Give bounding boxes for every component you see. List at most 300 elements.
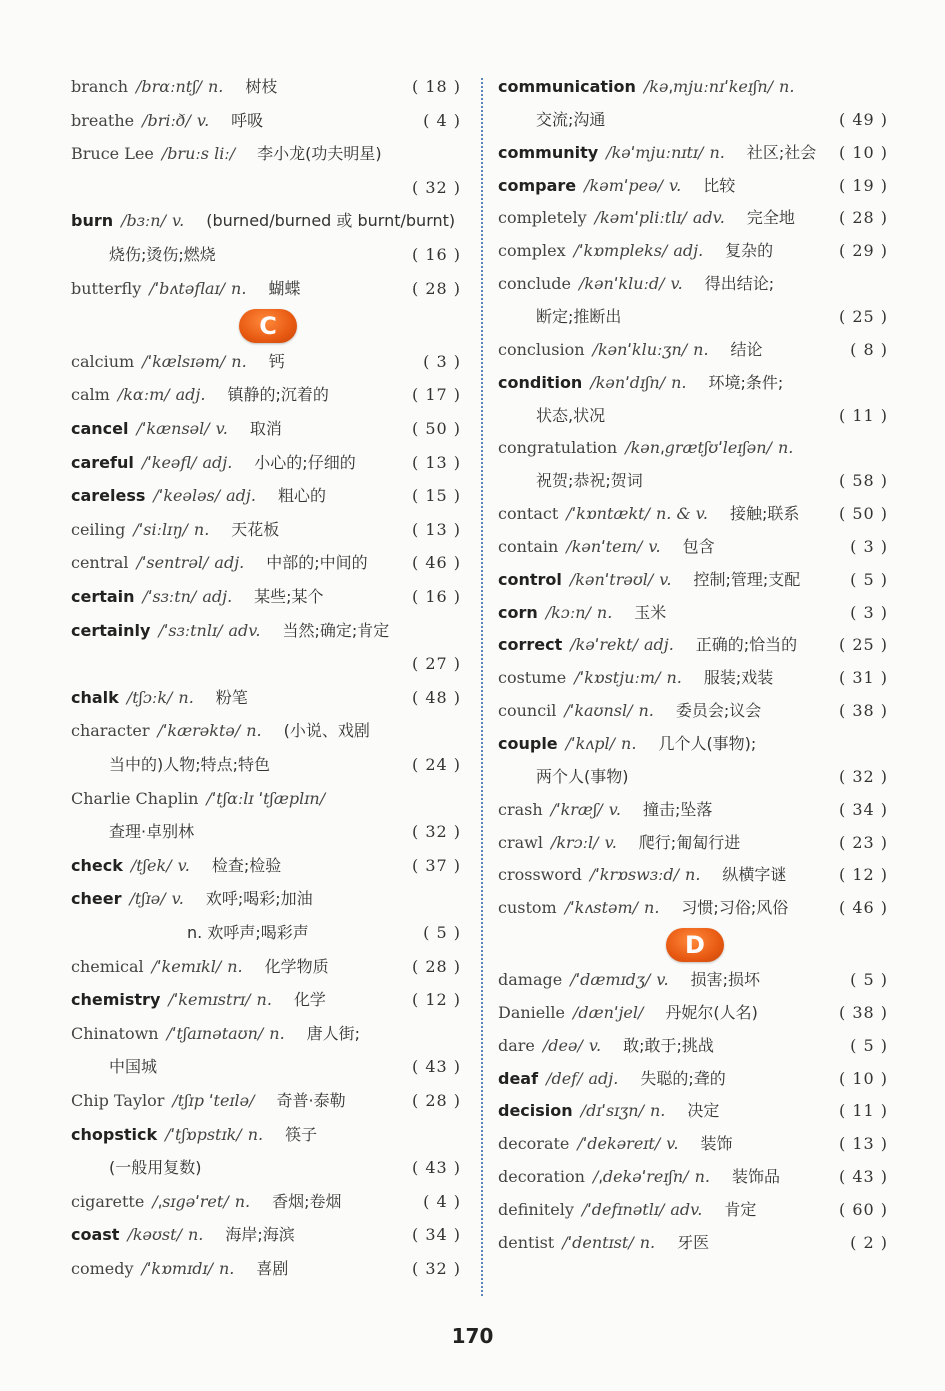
entry-word: complex bbox=[498, 241, 566, 261]
entry-word: chopstick bbox=[71, 1124, 158, 1144]
entry-word: ceiling bbox=[71, 519, 126, 539]
section-letter-D: D bbox=[666, 928, 724, 962]
entry-pos: v. bbox=[666, 1134, 679, 1154]
entry-row bbox=[498, 171, 888, 201]
entry-row bbox=[498, 532, 888, 562]
entry-definition: 香烟;卷烟 bbox=[272, 1191, 342, 1211]
entry-word: custom bbox=[498, 898, 557, 918]
entry-pos: v. bbox=[171, 211, 185, 231]
entry-continuation bbox=[71, 1052, 461, 1082]
entry-unit: ( 38 ) bbox=[838, 701, 888, 721]
entry-row bbox=[71, 582, 461, 612]
entry-phonetic: /ˈkɒntækt/ bbox=[566, 504, 650, 524]
entry-phonetic: /ˈsentrəl/ bbox=[136, 553, 209, 573]
entry-word: Chinatown bbox=[71, 1023, 159, 1043]
entry-unit: ( 28 ) bbox=[838, 208, 888, 228]
entry-phonetic: /bɜːn/ bbox=[121, 211, 166, 231]
entry-phonetic: /ˈkɒmpleks/ bbox=[573, 241, 668, 261]
entry-unit: ( 25 ) bbox=[838, 635, 888, 655]
entry-unit: ( 11 ) bbox=[838, 1101, 888, 1121]
entry-continuation bbox=[71, 649, 461, 679]
entry-phonetic: /kəˈrekt/ bbox=[570, 635, 638, 655]
entry-row bbox=[71, 274, 461, 304]
entry-definition: 装饰品 bbox=[731, 1167, 780, 1187]
entry-phonetic: /tʃɪp ˈteɪlə/ bbox=[172, 1091, 255, 1110]
entry-definition: (burned/burned 或 burnt/burnt) bbox=[206, 211, 456, 231]
entry-unit: ( 8 ) bbox=[850, 339, 888, 359]
entry-definition: 树枝 bbox=[245, 77, 278, 96]
entry-pos: n. bbox=[638, 701, 654, 721]
entry-word: character bbox=[71, 721, 150, 741]
entry-continuation bbox=[498, 466, 888, 496]
entry-row bbox=[71, 347, 461, 377]
entry-definition: 李小龙(功夫明星) bbox=[257, 144, 382, 164]
entry-row bbox=[71, 206, 461, 236]
entry-continuation bbox=[71, 240, 461, 270]
entry-word: coast bbox=[71, 1225, 120, 1245]
entry-phonetic: /ˈkrɒswɜːd/ bbox=[589, 865, 680, 885]
entry-phonetic: /kəmˈpeə/ bbox=[584, 175, 663, 195]
entry-pos: n. bbox=[596, 602, 613, 622]
entry-phonetic: /kənˌgrætʃʊˈleɪʃən/ bbox=[625, 438, 772, 458]
entry-row bbox=[71, 1254, 461, 1284]
entry-word: comedy bbox=[71, 1259, 134, 1278]
entry-phonetic: /tʃɪə/ bbox=[129, 889, 166, 909]
entry-continuation bbox=[498, 105, 888, 135]
entry-phonetic: /deə/ bbox=[542, 1035, 583, 1055]
entry-unit: ( 13 ) bbox=[411, 519, 461, 539]
entry-phonetic: /ˈkælsɪəm/ bbox=[142, 351, 226, 371]
entry-word: butterfly bbox=[71, 278, 142, 298]
entry-phonetic: /ˈdefɪnətlɪ/ bbox=[581, 1199, 665, 1219]
entry-definition-cont: n. 欢呼声;喝彩声 bbox=[187, 923, 309, 942]
entry-row bbox=[71, 414, 461, 444]
entry-row bbox=[71, 481, 461, 511]
entry-pos: n. bbox=[231, 351, 247, 371]
entry-pos: v. bbox=[608, 799, 621, 819]
entry-unit: ( 28 ) bbox=[411, 278, 461, 298]
entry-phonetic: /ˈsɜːtn/ bbox=[142, 587, 197, 606]
entry-pos: n. bbox=[650, 1101, 666, 1121]
entry-definition: 化学 bbox=[293, 990, 326, 1010]
entry-pos: v. bbox=[215, 419, 228, 438]
entry-unit: ( 60 ) bbox=[838, 1199, 888, 1219]
entry-definition: 镇静的;沉着的 bbox=[227, 385, 329, 405]
entry-definition: 钙 bbox=[268, 351, 285, 371]
entry-definition: 粉笔 bbox=[215, 687, 248, 707]
entry-unit: ( 2 ) bbox=[850, 1232, 888, 1252]
entry-unit: ( 25 ) bbox=[838, 306, 888, 326]
entry-definition: 天花板 bbox=[231, 519, 280, 539]
entry-definition: 某些;某个 bbox=[254, 587, 324, 606]
entry-phonetic: /ˈkeələs/ bbox=[153, 486, 221, 506]
entry-definition: 筷子 bbox=[285, 1124, 318, 1144]
entry-unit: ( 13 ) bbox=[411, 452, 461, 472]
entry-row bbox=[71, 106, 461, 136]
entry-pos: v. bbox=[670, 274, 683, 294]
entry-word: definitely bbox=[498, 1199, 574, 1219]
entry-unit: ( 43 ) bbox=[411, 1057, 461, 1077]
entry-phonetic: /kənˈtrəʊl/ bbox=[569, 569, 654, 589]
entry-pos: v. bbox=[588, 1035, 602, 1055]
entry-pos: n. bbox=[231, 278, 247, 298]
entry-phonetic: /dɪˈsɪʒn/ bbox=[580, 1101, 644, 1121]
entry-unit: ( 24 ) bbox=[411, 755, 461, 774]
entry-definition: 小心的;仔细的 bbox=[254, 452, 356, 472]
entry-continuation bbox=[71, 1153, 461, 1183]
entry-definition: 蝴蝶 bbox=[268, 278, 301, 298]
section-letter-C: C bbox=[239, 309, 297, 343]
entry-pos: n. bbox=[246, 721, 262, 741]
entry-unit: ( 27 ) bbox=[411, 654, 461, 674]
entry-definition: 复杂的 bbox=[725, 241, 774, 261]
entry-row bbox=[498, 1195, 888, 1225]
entry-word: certain bbox=[71, 587, 135, 606]
entry-unit: ( 12 ) bbox=[411, 990, 461, 1010]
entry-phonetic: /ˈkeəfl/ bbox=[141, 452, 197, 472]
entry-phonetic: /ˈbʌtəflaɪ/ bbox=[149, 278, 226, 298]
entry-continuation bbox=[71, 750, 461, 780]
entry-phonetic: /ˈkʌpl/ bbox=[565, 734, 616, 753]
entry-definition: 牙医 bbox=[677, 1232, 710, 1252]
entry-definition-cont: 状态,状况 bbox=[536, 405, 606, 425]
entry-unit: ( 5 ) bbox=[850, 1035, 888, 1055]
entry-unit: ( 58 ) bbox=[838, 471, 888, 491]
entry-word: correct bbox=[498, 635, 563, 655]
entry-definition: 奇普·泰勒 bbox=[276, 1091, 346, 1110]
entry-phonetic: /tʃek/ bbox=[130, 855, 172, 875]
entry-pos: adv. bbox=[692, 208, 725, 228]
entry-definition: 检查;检验 bbox=[211, 855, 282, 875]
entry-definition-cont: 断定;推断出 bbox=[536, 306, 622, 326]
entry-unit: ( 5 ) bbox=[423, 923, 461, 942]
entry-continuation bbox=[498, 401, 888, 431]
entry-word: chemical bbox=[71, 956, 144, 976]
entry-phonetic: /ˈtʃɒpstɪk/ bbox=[165, 1124, 242, 1144]
entry-unit: ( 10 ) bbox=[838, 1068, 888, 1088]
entry-row bbox=[498, 138, 888, 168]
entry-word: conclude bbox=[498, 274, 571, 294]
entry-definition: 喜剧 bbox=[256, 1259, 289, 1278]
entry-unit: ( 5 ) bbox=[850, 569, 888, 589]
entry-row bbox=[498, 433, 888, 463]
entry-phonetic: /kənˈkluːd/ bbox=[579, 274, 665, 294]
entry-row bbox=[71, 1187, 461, 1217]
entry-phonetic: /ˈtʃɑːlɪ ˈtʃæplɪn/ bbox=[206, 788, 326, 808]
entry-unit: ( 3 ) bbox=[850, 536, 888, 556]
entry-pos: n. bbox=[269, 1023, 285, 1043]
entry-definition: 丹妮尔(人名) bbox=[665, 1002, 758, 1022]
entry-pos: adv. bbox=[228, 620, 261, 640]
entry-word: chalk bbox=[71, 687, 119, 707]
entry-word: central bbox=[71, 553, 129, 573]
entry-pos: n. bbox=[671, 372, 687, 392]
entry-continuation bbox=[498, 762, 888, 792]
entry-word: breathe bbox=[71, 110, 135, 130]
entry-unit: ( 38 ) bbox=[838, 1002, 888, 1022]
entry-phonetic: /ˈsiːlɪŋ/ bbox=[133, 519, 188, 539]
entry-unit: ( 5 ) bbox=[850, 969, 888, 989]
entry-word: check bbox=[71, 855, 123, 875]
entry-phonetic: /ˈkænsəl/ bbox=[136, 419, 210, 438]
entry-word: crossword bbox=[498, 865, 582, 885]
entry-word: decorate bbox=[498, 1134, 570, 1154]
entry-definition: 失聪的;聋的 bbox=[640, 1068, 726, 1088]
entry-pos: adj. bbox=[643, 635, 674, 655]
entry-pos: n. bbox=[247, 1124, 264, 1144]
entry-word: condition bbox=[498, 372, 583, 392]
entry-word: communication bbox=[498, 77, 636, 96]
entry-pos: n. bbox=[187, 1225, 204, 1245]
entry-row bbox=[498, 663, 888, 693]
entry-definition-cont: 查理·卓别林 bbox=[109, 822, 195, 842]
entry-pos: adj. bbox=[175, 385, 206, 405]
entry-pos: n. bbox=[779, 77, 795, 96]
entry-unit: ( 18 ) bbox=[411, 77, 461, 96]
entry-pos: v. bbox=[196, 110, 210, 130]
entry-unit: ( 3 ) bbox=[850, 602, 888, 622]
entry-pos: adj. bbox=[214, 553, 245, 573]
entry-row bbox=[498, 998, 888, 1028]
entry-word: dentist bbox=[498, 1232, 555, 1252]
entry-row bbox=[498, 828, 888, 858]
entry-word: careful bbox=[71, 452, 134, 472]
entry-pos: adj. bbox=[202, 587, 233, 606]
entry-definition: 化学物质 bbox=[264, 956, 329, 976]
entry-phonetic: /bruːs liː/ bbox=[161, 144, 236, 164]
entry-definition: 粗心的 bbox=[277, 486, 326, 506]
entry-row bbox=[71, 72, 461, 102]
entry-row bbox=[71, 139, 461, 169]
entry-unit: ( 17 ) bbox=[411, 385, 461, 405]
entry-word: crawl bbox=[498, 832, 543, 852]
entry-row bbox=[498, 893, 888, 923]
entry-word: Charlie Chaplin bbox=[71, 788, 199, 808]
entry-definition: 完全地 bbox=[746, 208, 795, 228]
entry-unit: ( 50 ) bbox=[411, 419, 461, 438]
entry-continuation bbox=[498, 302, 888, 332]
entry-definition: 装饰 bbox=[700, 1134, 733, 1154]
entry-definition: 玉米 bbox=[634, 602, 667, 622]
entry-unit: ( 12 ) bbox=[838, 865, 888, 885]
entry-row bbox=[498, 1064, 888, 1094]
entry-phonetic: /kəˌmjuːnɪˈkeɪʃn/ bbox=[643, 77, 774, 96]
entry-pos: n. bbox=[693, 339, 709, 359]
entry-pos: n. bbox=[621, 734, 637, 753]
entry-pos: adj. bbox=[673, 241, 704, 261]
entry-definition: 当然;确定;肯定 bbox=[282, 620, 390, 640]
entry-definition-cont: (一般用复数) bbox=[109, 1158, 202, 1178]
entry-unit: ( 16 ) bbox=[411, 587, 461, 606]
entry-row bbox=[71, 985, 461, 1015]
entry-pos: v. bbox=[177, 855, 190, 875]
entry-unit: ( 46 ) bbox=[411, 553, 461, 573]
entry-definition-cont: 烧伤;烫伤;燃烧 bbox=[109, 245, 216, 264]
entry-unit: ( 32 ) bbox=[411, 1259, 461, 1278]
entry-word: compare bbox=[498, 175, 577, 195]
entry-definition: 损害;损坏 bbox=[690, 969, 760, 989]
entry-definition: 几个人(事物); bbox=[658, 734, 757, 753]
entry-pos: n. bbox=[709, 142, 725, 162]
entry-phonetic: /ˈkɒmɪdɪ/ bbox=[141, 1259, 213, 1278]
page-number: 170 bbox=[451, 1324, 494, 1348]
entry-row bbox=[498, 598, 888, 628]
entry-definition: 撞击;坠落 bbox=[642, 799, 713, 819]
entry-word: contact bbox=[498, 504, 559, 524]
entry-definition: 控制;管理;支配 bbox=[693, 569, 801, 589]
entry-pos: n. bbox=[685, 865, 701, 885]
entry-row bbox=[71, 1086, 461, 1116]
entry-word: completely bbox=[498, 208, 587, 228]
entry-phonetic: /kənˈkluːʒn/ bbox=[592, 339, 688, 359]
entry-definition: 社区;社会 bbox=[746, 142, 817, 162]
entry-word: community bbox=[498, 142, 599, 162]
entry-row bbox=[498, 630, 888, 660]
entry-pos: n. bbox=[666, 668, 682, 688]
entry-word: Chip Taylor bbox=[71, 1091, 165, 1110]
entry-phonetic: /ˈkemɪstrɪ/ bbox=[168, 990, 251, 1010]
entry-unit: ( 11 ) bbox=[838, 405, 888, 425]
entry-word: branch bbox=[71, 77, 128, 96]
entry-row bbox=[71, 1019, 461, 1049]
entry-row bbox=[71, 448, 461, 478]
entry-word: cigarette bbox=[71, 1191, 145, 1211]
entry-unit: ( 43 ) bbox=[838, 1167, 888, 1187]
entry-word: dare bbox=[498, 1035, 535, 1055]
entry-pos: n. bbox=[218, 1259, 235, 1278]
entry-pos: n. bbox=[207, 77, 224, 96]
entry-unit: ( 28 ) bbox=[411, 1091, 461, 1110]
entry-phonetic: /kɑːm/ bbox=[117, 385, 170, 405]
entry-phonetic: /tʃɔːk/ bbox=[126, 687, 173, 707]
entry-definition: 取消 bbox=[249, 419, 282, 438]
entry-row bbox=[71, 884, 461, 914]
entry-unit: ( 32 ) bbox=[411, 822, 461, 842]
entry-phonetic: /ˈkɒstjuːm/ bbox=[574, 668, 661, 688]
entry-row bbox=[498, 1162, 888, 1192]
entry-word: couple bbox=[498, 734, 558, 753]
entry-row bbox=[498, 1228, 888, 1258]
entry-definition: 中部的;中间的 bbox=[266, 553, 368, 573]
entry-definition-cont: 当中的)人物;特点;特色 bbox=[109, 755, 271, 774]
entry-definition: (小说、戏剧 bbox=[283, 721, 370, 741]
entry-unit: ( 32 ) bbox=[838, 766, 888, 786]
entry-word: costume bbox=[498, 668, 567, 688]
entry-word: control bbox=[498, 569, 562, 589]
entry-definition-cont: 两个人(事物) bbox=[536, 766, 629, 786]
entry-pos: n. bbox=[639, 1232, 656, 1252]
entry-row bbox=[498, 729, 888, 759]
entry-definition: 呼吸 bbox=[231, 110, 264, 130]
entry-definition: 委员会;议会 bbox=[675, 701, 762, 721]
entry-pos: adj. bbox=[226, 486, 256, 506]
entry-definition: 肯定 bbox=[724, 1199, 757, 1219]
entry-definition: 习惯;习俗;风俗 bbox=[681, 898, 789, 918]
entry-phonetic: /kənˈdɪʃn/ bbox=[590, 372, 666, 392]
entry-definition: 比较 bbox=[703, 175, 736, 195]
entry-unit: ( 15 ) bbox=[411, 486, 461, 506]
entry-row bbox=[498, 72, 888, 102]
entry-row bbox=[498, 696, 888, 726]
entry-word: chemistry bbox=[71, 990, 161, 1010]
entry-continuation bbox=[71, 817, 461, 847]
entry-phonetic: /ˈdekəreɪt/ bbox=[577, 1134, 661, 1154]
entry-phonetic: /kəʊst/ bbox=[127, 1225, 182, 1245]
entry-definition: 得出结论; bbox=[704, 274, 775, 294]
entry-unit: ( 43 ) bbox=[411, 1158, 461, 1178]
entry-unit: ( 23 ) bbox=[838, 832, 888, 852]
entry-row bbox=[498, 368, 888, 398]
entry-word: decision bbox=[498, 1101, 573, 1121]
entry-word: council bbox=[498, 701, 557, 721]
entry-row bbox=[71, 380, 461, 410]
entry-row bbox=[498, 236, 888, 266]
entry-pos: v. bbox=[656, 969, 669, 989]
entry-pos: n. bbox=[694, 1167, 710, 1187]
entry-definition: 海岸;海滨 bbox=[225, 1225, 295, 1245]
entry-phonetic: /ˈtʃaɪnətaʊn/ bbox=[166, 1023, 264, 1043]
entry-phonetic: /kəˈmjuːnɪtɪ/ bbox=[606, 142, 704, 162]
entry-pos: v. bbox=[659, 569, 672, 589]
entry-row bbox=[498, 499, 888, 529]
entry-row bbox=[498, 860, 888, 890]
entry-pos: v. bbox=[668, 175, 682, 195]
entry-pos: n. bbox=[777, 438, 794, 458]
entry-phonetic: /ˈkærəktə/ bbox=[157, 721, 241, 741]
entry-pos: v. bbox=[648, 536, 661, 556]
entry-definition: 正确的;恰当的 bbox=[695, 635, 798, 655]
entry-unit: ( 10 ) bbox=[838, 142, 888, 162]
entry-definition: 包含 bbox=[682, 536, 715, 556]
entry-pos: n. bbox=[256, 990, 272, 1010]
entry-pos: v. bbox=[604, 832, 617, 852]
entry-definition-cont: 中国城 bbox=[109, 1057, 158, 1077]
entry-definition: 决定 bbox=[687, 1101, 720, 1121]
entry-row bbox=[71, 616, 461, 646]
entry-pos: n. bbox=[234, 1191, 251, 1211]
entry-phonetic: /kənˈteɪn/ bbox=[566, 536, 643, 556]
column-divider bbox=[481, 78, 483, 1296]
entry-definition: 结论 bbox=[730, 339, 763, 359]
entry-pos: v. bbox=[171, 889, 184, 909]
entry-definition: 服装;戏装 bbox=[703, 668, 774, 688]
entry-row bbox=[498, 203, 888, 233]
entry-definition: 敢;敢于;挑战 bbox=[623, 1035, 714, 1055]
entry-row bbox=[71, 1220, 461, 1250]
entry-unit: ( 48 ) bbox=[411, 687, 461, 707]
entry-unit: ( 50 ) bbox=[838, 504, 888, 524]
entry-definition: 爬行;匍匐行进 bbox=[638, 832, 741, 852]
entry-word: crash bbox=[498, 799, 543, 819]
entry-word: decoration bbox=[498, 1167, 585, 1187]
entry-row bbox=[498, 795, 888, 825]
entry-phonetic: /brɑːntʃ/ bbox=[136, 77, 202, 96]
entry-unit: ( 31 ) bbox=[838, 668, 888, 688]
entry-phonetic: /def/ bbox=[546, 1068, 583, 1088]
entry-word: deaf bbox=[498, 1068, 539, 1088]
entry-pos: adv. bbox=[670, 1199, 703, 1219]
entry-row bbox=[498, 1129, 888, 1159]
entry-phonetic: /briːð/ bbox=[142, 110, 191, 130]
entry-phonetic: /ˈkʌstəm/ bbox=[564, 898, 639, 918]
entry-pos: n. bbox=[644, 898, 660, 918]
entry-row bbox=[498, 965, 888, 995]
entry-row bbox=[71, 716, 461, 746]
entry-pos: adj. bbox=[202, 452, 233, 472]
entry-word: congratulation bbox=[498, 438, 618, 458]
entry-row bbox=[71, 851, 461, 881]
entry-definition: 环境;条件; bbox=[708, 372, 784, 392]
